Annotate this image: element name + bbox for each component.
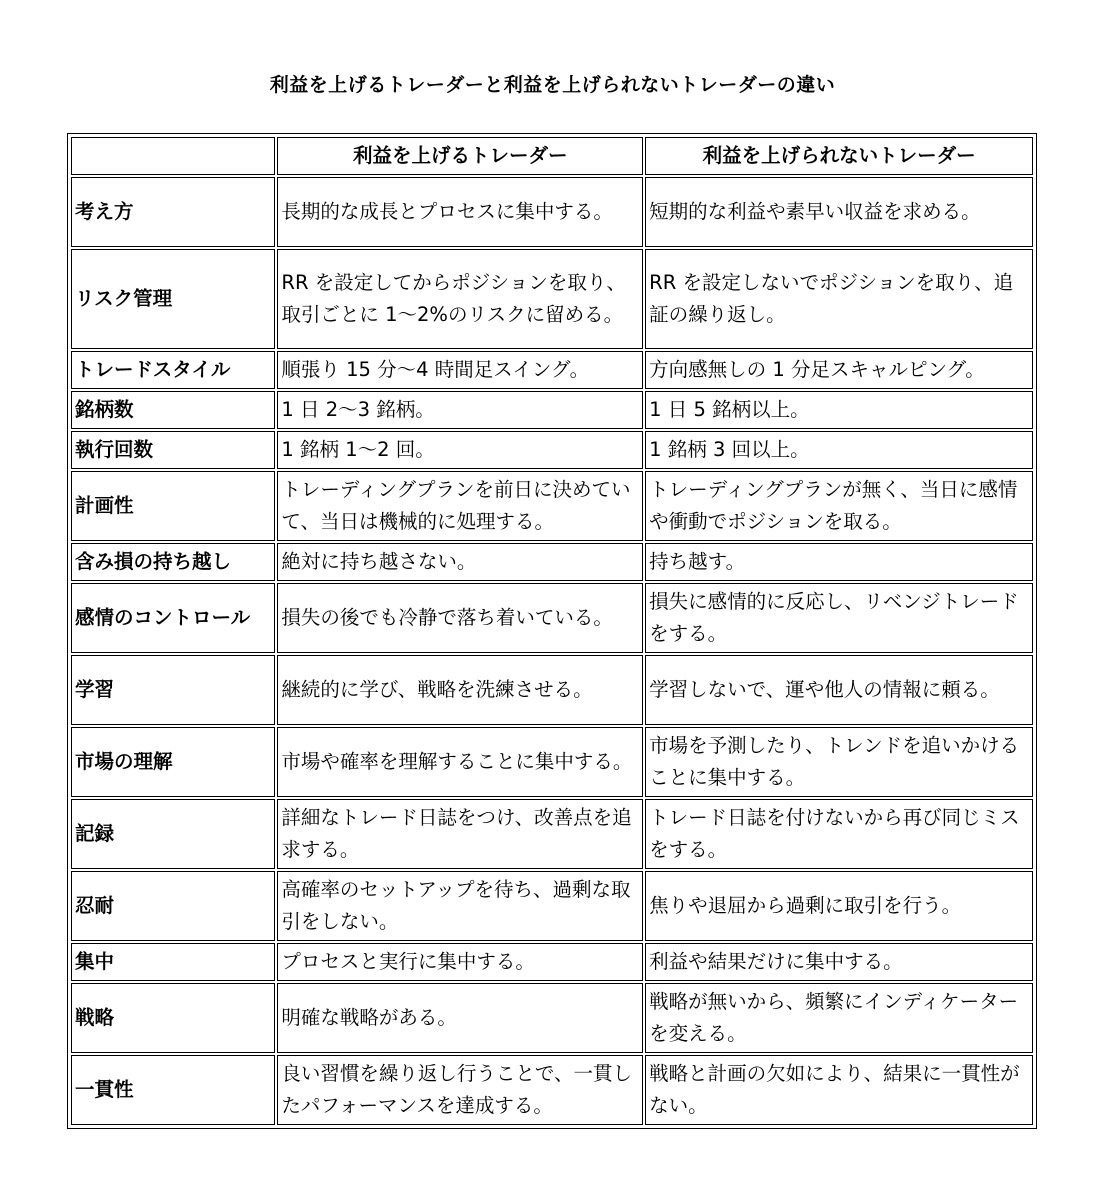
row-label-cell: 一貫性 — [71, 1055, 275, 1125]
profitable-trader-cell: 損失の後でも冷静で落ち着いている。 — [277, 583, 643, 653]
unprofitable-trader-cell: 利益や結果だけに集中する。 — [645, 943, 1033, 981]
table-row — [71, 655, 1033, 725]
unprofitable-trader-cell: 市場を予測したり、トレンドを追いかけることに集中する。 — [645, 727, 1033, 797]
profitable-trader-cell: 1 日 2〜3 銘柄。 — [277, 391, 643, 429]
unprofitable-trader-cell: 持ち越す。 — [645, 543, 1033, 581]
unprofitable-trader-cell: トレード日誌を付けないから再び同じミスをする。 — [645, 799, 1033, 869]
table-row — [71, 177, 1033, 247]
unprofitable-trader-cell: 1 日 5 銘柄以上。 — [645, 391, 1033, 429]
row-label-cell: 集中 — [71, 943, 275, 981]
profitable-trader-cell: 絶対に持ち越さない。 — [277, 543, 643, 581]
unprofitable-trader-cell: 学習しないで、運や他人の情報に頼る。 — [645, 655, 1033, 725]
table-row — [71, 983, 1033, 1053]
table-row — [71, 543, 1033, 581]
row-label-cell: 感情のコントロール — [71, 583, 275, 653]
row-label-cell: 忍耐 — [71, 871, 275, 941]
page-title: 利益を上げるトレーダーと利益を上げられないトレーダーの違い — [269, 74, 836, 96]
profitable-trader-cell: 長期的な成長とプロセスに集中する。 — [277, 177, 643, 247]
unprofitable-trader-cell: 短期的な利益や素早い収益を求める。 — [645, 177, 1033, 247]
profitable-trader-cell: 詳細なトレード日誌をつけ、改善点を追求する。 — [277, 799, 643, 869]
row-label-cell: 計画性 — [71, 471, 275, 541]
table-row — [71, 249, 1033, 349]
table-row — [71, 943, 1033, 981]
profitable-trader-cell: RR を設定してからポジションを取り、取引ごとに 1〜2%のリスクに留める。 — [277, 249, 643, 349]
header-cell-empty — [71, 137, 275, 175]
comparison-table-frame — [67, 133, 1037, 1129]
table-row — [71, 471, 1033, 541]
row-label-cell: 市場の理解 — [71, 727, 275, 797]
unprofitable-trader-cell: 焦りや退屈から過剰に取引を行う。 — [645, 871, 1033, 941]
table-row — [71, 727, 1033, 797]
unprofitable-trader-cell: トレーディングプランが無く、当日に感情や衝動でポジションを取る。 — [645, 471, 1033, 541]
row-label-cell: 銘柄数 — [71, 391, 275, 429]
row-label-cell: リスク管理 — [71, 249, 275, 349]
header-row — [71, 137, 1033, 175]
row-label-cell: 学習 — [71, 655, 275, 725]
row-label-cell: トレードスタイル — [71, 351, 275, 389]
table-row — [71, 799, 1033, 869]
unprofitable-trader-cell: 損失に感情的に反応し、リベンジトレードをする。 — [645, 583, 1033, 653]
table-row — [71, 871, 1033, 941]
profitable-trader-cell: 高確率のセットアップを待ち、過剰な取引をしない。 — [277, 871, 643, 941]
row-label-cell: 含み損の持ち越し — [71, 543, 275, 581]
unprofitable-trader-cell: 戦略が無いから、頻繁にインディケーターを変える。 — [645, 983, 1033, 1053]
profitable-trader-cell: 順張り 15 分〜4 時間足スイング。 — [277, 351, 643, 389]
row-label-cell: 記録 — [71, 799, 275, 869]
header-cell-profitable: 利益を上げるトレーダー — [277, 137, 643, 175]
profitable-trader-cell: 継続的に学び、戦略を洗練させる。 — [277, 655, 643, 725]
row-label-cell: 考え方 — [71, 177, 275, 247]
table-row — [71, 391, 1033, 429]
profitable-trader-cell: 良い習慣を繰り返し行うことで、一貫したパフォーマンスを達成する。 — [277, 1055, 643, 1125]
row-label-cell: 戦略 — [71, 983, 275, 1053]
profitable-trader-cell: 明確な戦略がある。 — [277, 983, 643, 1053]
profitable-trader-cell: 1 銘柄 1〜2 回。 — [277, 431, 643, 469]
unprofitable-trader-cell: RR を設定しないでポジションを取り、追証の繰り返し。 — [645, 249, 1033, 349]
profitable-trader-cell: トレーディングプランを前日に決めていて、当日は機械的に処理する。 — [277, 471, 643, 541]
unprofitable-trader-cell: 1 銘柄 3 回以上。 — [645, 431, 1033, 469]
table-row — [71, 351, 1033, 389]
profitable-trader-cell: 市場や確率を理解することに集中する。 — [277, 727, 643, 797]
comparison-table — [69, 135, 1035, 1127]
table-row — [71, 431, 1033, 469]
unprofitable-trader-cell: 方向感無しの 1 分足スキャルピング。 — [645, 351, 1033, 389]
row-label-cell: 執行回数 — [71, 431, 275, 469]
unprofitable-trader-cell: 戦略と計画の欠如により、結果に一貫性がない。 — [645, 1055, 1033, 1125]
profitable-trader-cell: プロセスと実行に集中する。 — [277, 943, 643, 981]
header-cell-unprofitable: 利益を上げられないトレーダー — [645, 137, 1033, 175]
table-row — [71, 583, 1033, 653]
table-row — [71, 1055, 1033, 1125]
